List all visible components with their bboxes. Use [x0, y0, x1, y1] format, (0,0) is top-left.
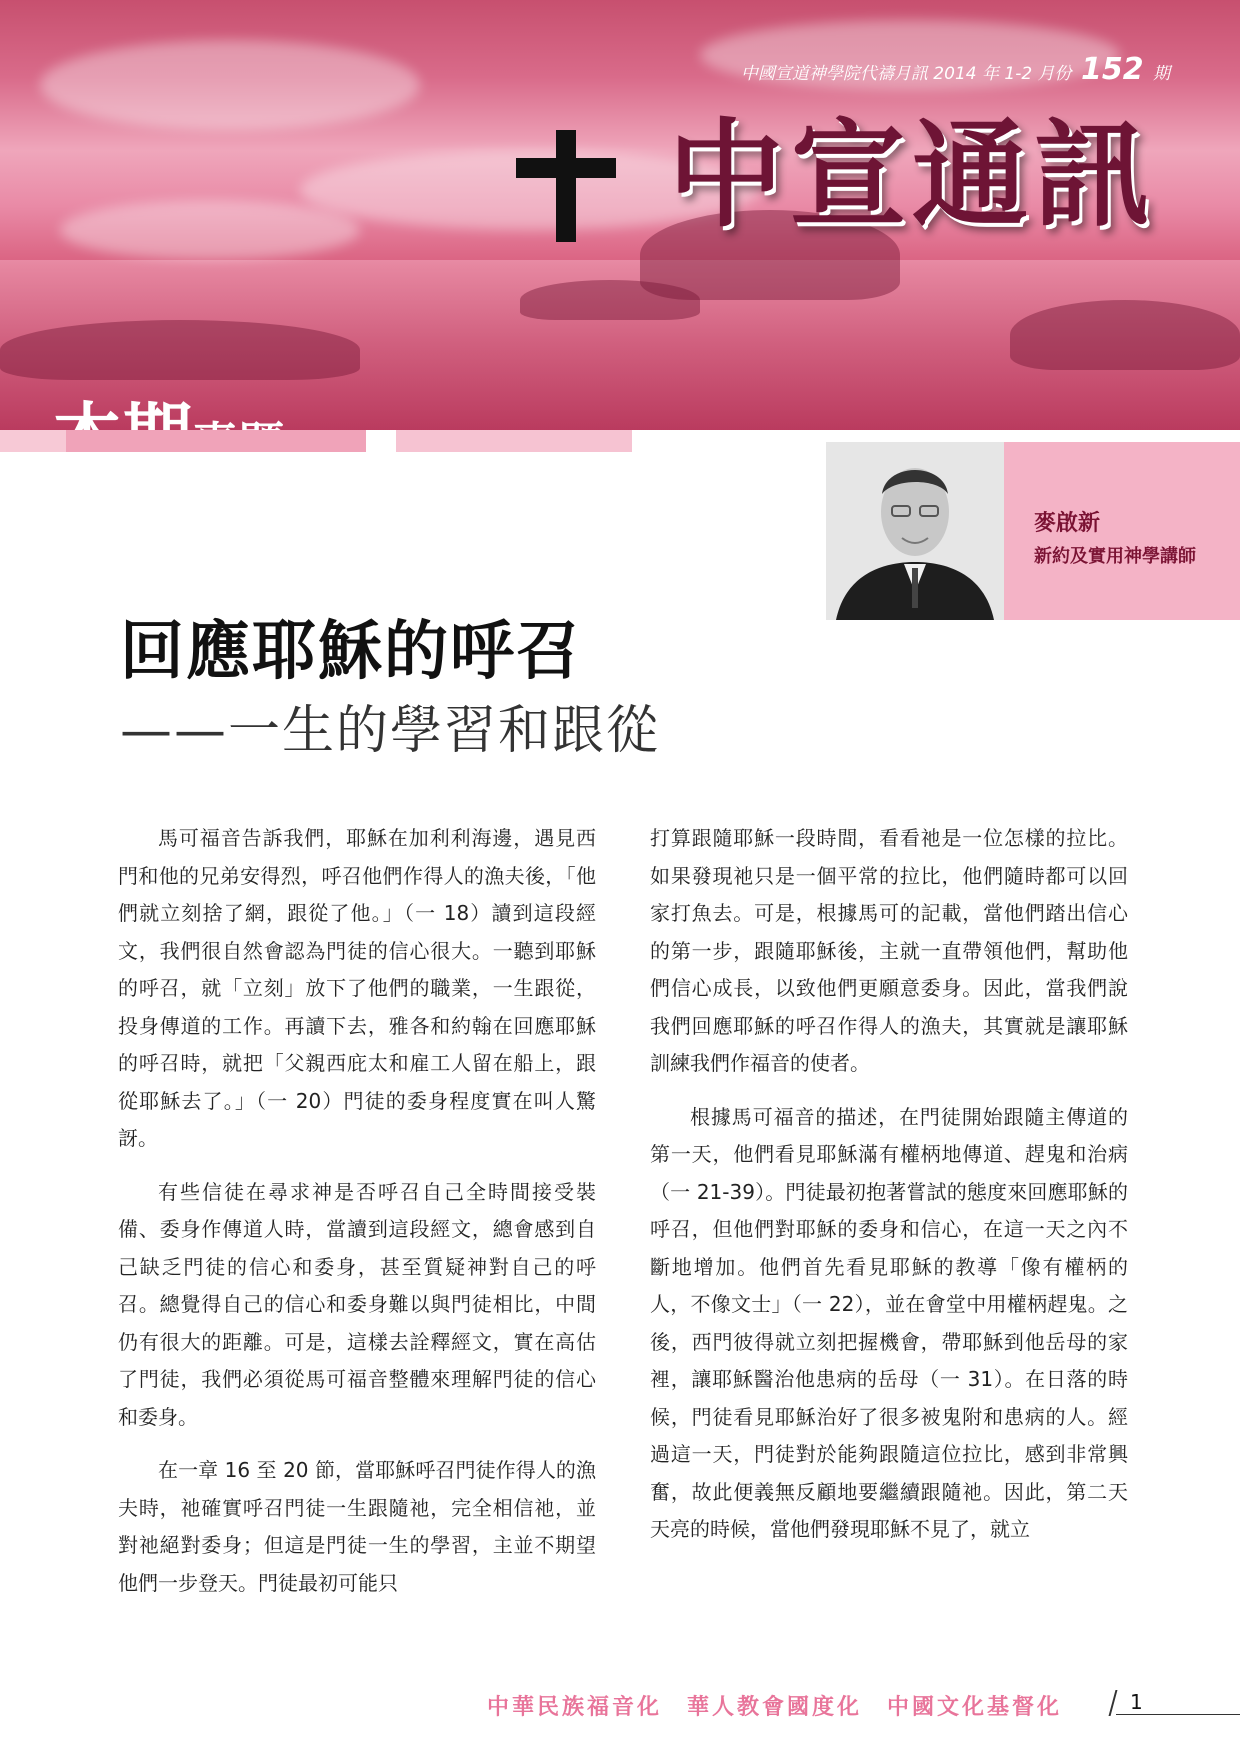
decor-bar [0, 430, 66, 452]
paragraph: 在一章 16 至 20 節，當耶穌呼召門徒作得人的漁夫時，祂確實呼召門徒一生跟隨祂，完全相信祂，並對祂絕對委身；但這是門徒一生的學習，主並不期望他們一步登天。門徒最初可能只 [118, 1458, 596, 1595]
decor-bar [66, 430, 366, 452]
article-subheadline: ——一生的學習和跟從 [120, 701, 661, 761]
header-banner [0, 0, 1240, 430]
cross-logo-icon [516, 130, 616, 242]
cloud-decoration [60, 200, 360, 260]
decor-bar [372, 430, 392, 452]
page-number-rule [1116, 1714, 1240, 1715]
paragraph: 有些信徒在尋求神是否呼召自己全時間接受裝備、委身作傳道人時，當讀到這段經文，總會感到自己缺乏門徒的信心和委身，甚至質疑神對自己的呼召。總覺得自己的信心和委身難以與門徒相比，中間仍有很大的距離。可是，這樣去詮釋經文，實在高估了門徒，我們必須從馬可福音整體來理解門徒的信心和委身。 [118, 1179, 596, 1429]
author-name: 麥啟新 [1034, 510, 1101, 536]
issue-suffix: 期 [1153, 64, 1170, 84]
footer-motto: 中華民族福音化 華人教會國度化 中國文化基督化 [487, 1694, 1063, 1720]
article-column-left [118, 820, 596, 1618]
cloud-decoration [40, 40, 420, 130]
newsletter-title: 中宣通訊 [668, 108, 1156, 243]
article-column-right [650, 820, 1128, 1565]
author-portrait-icon [826, 442, 1004, 620]
rock-decoration [0, 320, 360, 380]
page-slash-divider [1109, 1690, 1118, 1716]
paragraph: 根據馬可福音的描述，在門徒開始跟隨主傳道的第一天，他們看見耶穌滿有權柄地傳道、趕鬼和治病（一 21-39）。門徒最初抱著嘗試的態度來回應耶穌的呼召，但他們對耶穌的委身和信心，在這一天之內不斷地增加。他們首先看見耶穌的教導「像有權柄的人，不像文士」（一 22），並在會堂中用權柄趕鬼。之後，西門彼得就立刻把握機會，帶耶穌到他岳母的家裡，讓耶穌醫治他患病的岳母（一 31）。在日落的時候，門徒看見耶穌治好了很多被鬼附和患病的人。經過這一天，門徒對於能夠跟隨這位拉比，感到非常興奮，故此便義無反顧地要繼續跟隨祂。因此，第二天天亮的時候，當他們發現耶穌不見了，就立 [650, 1104, 1128, 1541]
rock-decoration [1010, 300, 1240, 370]
issue-number: 152 [1080, 52, 1144, 87]
paragraph: 馬可福音告訴我們，耶穌在加利利海邊，遇見西門和他的兄弟安得烈，呼召他們作得人的漁夫後，「他們就立刻捨了網，跟從了他。」（一 18）讀到這段經文，我們很自然會認為門徒的信心很大。一聽到耶穌的呼召，就「立刻」放下了他們的職業，一生跟從，投身傳道的工作。再讀下去，雅各和約翰在回應耶穌的呼召時，就把「父親西庇太和雇工人留在船上，跟從耶穌去了。」（一 20）門徒的委身程度實在叫人驚訝。 [118, 826, 596, 1150]
author-role: 新約及實用神學講師 [1034, 546, 1196, 567]
article-headline: 回應耶穌的呼召 [120, 615, 582, 689]
issue-text: 中國宣道神學院代禱月訊 2014 年 1-2 月份 [740, 64, 1072, 84]
author-photo [826, 442, 1004, 620]
issue-line [741, 52, 1170, 87]
author-info-box [1004, 442, 1240, 620]
page-number: 1 [1130, 1690, 1143, 1714]
rock-decoration [520, 280, 700, 320]
paragraph-continuation: 打算跟隨耶穌一段時間，看看祂是一位怎樣的拉比。如果發現祂只是一個平常的拉比，他們隨時都可以回家打魚去。可是，根據馬可的記載，當他們踏出信心的第一步，跟隨耶穌後，主就一直帶領他們，幫助他們信心成長，以致他們更願意委身。因此，當我們說我們回應耶穌的呼召作得人的漁夫，其實就是讓耶穌訓練我們作福音的使者。 [650, 826, 1128, 1075]
decor-bar [396, 430, 632, 452]
